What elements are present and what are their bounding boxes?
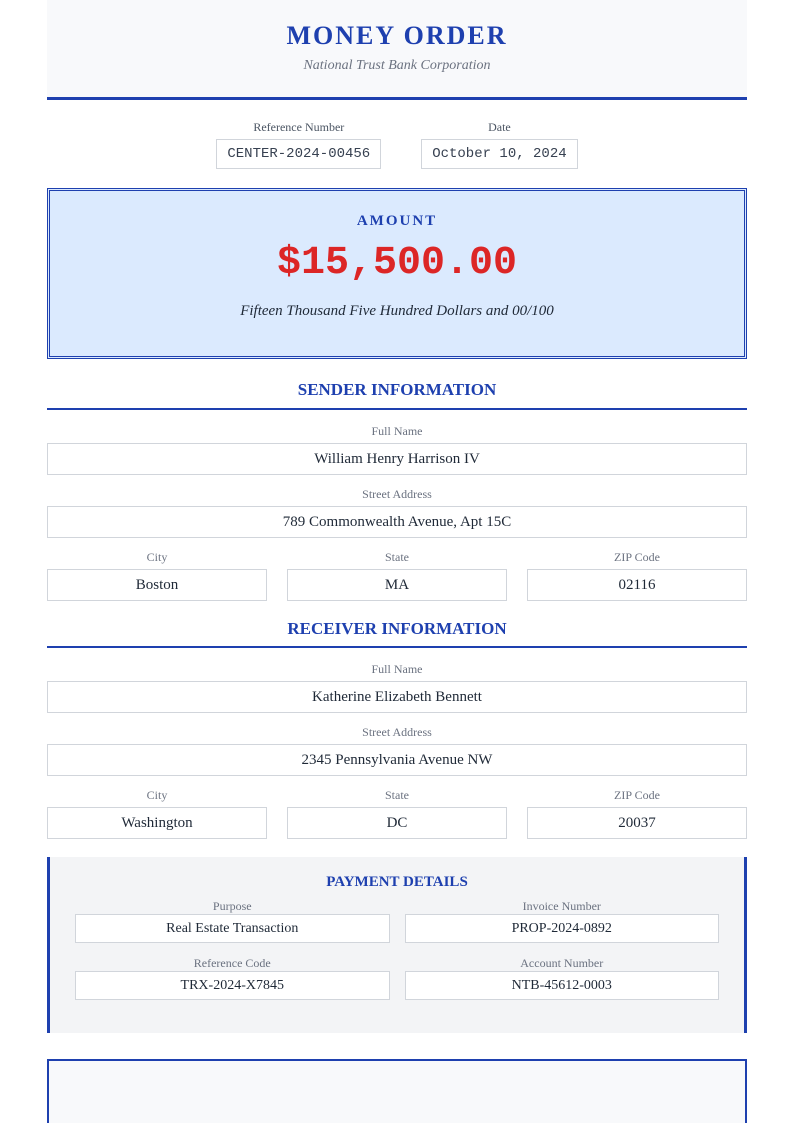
payment-details-title: PAYMENT DETAILS (326, 874, 468, 890)
amount-box (47, 188, 747, 359)
document-title: MONEY ORDER (286, 21, 508, 50)
receiver-city-label: City (146, 788, 168, 802)
receiver-zip-field (527, 788, 747, 839)
receiver-zip: 20037 (527, 807, 747, 839)
date-field (421, 120, 577, 169)
sender-city: Boston (47, 569, 267, 601)
document-header (47, 0, 747, 100)
money-order-document (47, 0, 747, 993)
sender-city-label: City (146, 550, 168, 564)
invoice-label: Invoice Number (522, 899, 601, 913)
sender-section-title: SENDER INFORMATION (47, 379, 747, 410)
signature-section (47, 1059, 747, 1123)
receiver-city: Washington (47, 807, 267, 839)
sender-state: MA (287, 569, 507, 601)
sender-street-label: Street Address (362, 487, 432, 501)
sender-full-name-label: Full Name (371, 424, 423, 438)
receiver-full-name-label: Full Name (371, 662, 423, 676)
bank-name: National Trust Bank Corporation (303, 58, 491, 73)
receiver-section (47, 619, 747, 839)
receiver-zip-label: ZIP Code (614, 788, 660, 802)
amount-in-words: Fifteen Thousand Five Hundred Dollars and 00/100 (240, 303, 554, 319)
invoice-field (405, 899, 720, 943)
receiver-full-name: Katherine Elizabeth Bennett (47, 681, 747, 713)
reference-number-value: CENTER-2024-00456 (216, 139, 381, 169)
purpose-field (75, 899, 390, 943)
receiver-street-label: Street Address (362, 725, 432, 739)
sender-zip-field (527, 550, 747, 601)
receiver-location-row (47, 788, 747, 839)
amount-label: AMOUNT (356, 213, 438, 229)
sender-street: 789 Commonwealth Avenue, Apt 15C (47, 506, 747, 538)
receiver-section-title: RECEIVER INFORMATION (47, 619, 747, 648)
sender-city-field (47, 550, 267, 601)
reference-number-field (216, 120, 381, 169)
purpose-value: Real Estate Transaction (75, 914, 390, 943)
sender-zip: 02116 (527, 569, 747, 601)
account-number-field (405, 956, 720, 1000)
receiver-state-field (287, 788, 507, 839)
reference-code-field (75, 956, 390, 1000)
sender-state-field (287, 550, 507, 601)
invoice-value: PROP-2024-0892 (405, 914, 720, 943)
reference-code-label: Reference Code (193, 956, 271, 970)
sender-section (47, 379, 747, 601)
account-number-value: NTB-45612-0003 (405, 971, 720, 1000)
reference-code-value: TRX-2024-X7845 (75, 971, 390, 1000)
date-value: October 10, 2024 (421, 139, 577, 169)
amount-value: $15,500.00 (276, 241, 518, 286)
sender-state-label: State (385, 550, 409, 564)
date-label: Date (488, 120, 511, 134)
reference-number-label: Reference Number (253, 120, 345, 134)
reference-row (47, 120, 747, 169)
sender-zip-label: ZIP Code (614, 550, 660, 564)
purpose-label: Purpose (212, 899, 252, 913)
payment-details-section (47, 857, 747, 1033)
receiver-street: 2345 Pennsylvania Avenue NW (47, 744, 747, 776)
sender-full-name: William Henry Harrison IV (47, 443, 747, 475)
receiver-state: DC (287, 807, 507, 839)
receiver-city-field (47, 788, 267, 839)
payment-details-grid (50, 899, 744, 1000)
receiver-state-label: State (385, 788, 409, 802)
sender-location-row (47, 550, 747, 601)
account-number-label: Account Number (520, 956, 604, 970)
